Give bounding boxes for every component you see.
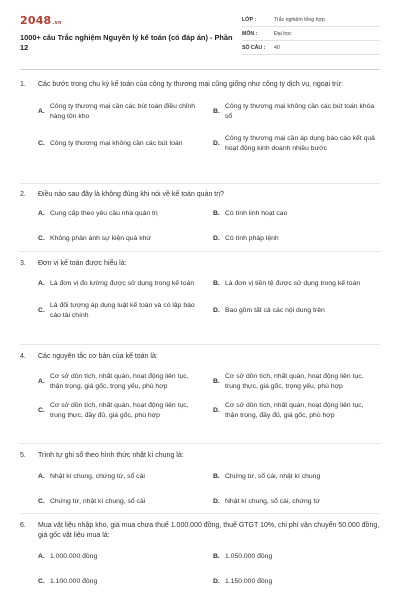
option-b[interactable] [213, 372, 382, 392]
question-text: Điều nào sau đây là không đúng khi nói về kế toán quản trị? [38, 191, 225, 198]
option-text: Là đối tượng áp dụng luật kế toán và có lập báo cáo tài chính [50, 302, 195, 319]
option-letter: D. [213, 498, 220, 505]
option-a[interactable] [38, 209, 207, 219]
options-grid [38, 279, 382, 321]
option-text: Công ty thương mại cần các bút toán điều chỉnh hàng tồn kho [50, 103, 196, 120]
option-text: Bao gồm tất cả các nội dung trên [225, 307, 325, 314]
option-text: Cơ sở dồn tích, nhất quán, hoạt động liên tục, trung thực, đầy đủ, giá gốc, phù hợp [50, 402, 189, 419]
question-number: 4. [20, 353, 26, 360]
question-text: Các nguyên tắc cơ bản của kế toán là: [38, 353, 158, 360]
meta-row-class [242, 13, 380, 27]
option-d[interactable] [213, 301, 382, 321]
option-letter: D. [213, 307, 220, 314]
question-header [20, 521, 382, 541]
question-header [20, 259, 382, 269]
option-text: 1.150.000 đồng [225, 578, 273, 585]
logo-text: 2048 [20, 14, 52, 27]
question-number: 1. [20, 81, 26, 88]
question-number: 3. [20, 260, 26, 267]
question-3 [20, 259, 382, 321]
option-text: Công ty thương mại cần áp dụng báo cáo kết quả hoạt động kinh doanh nhiều bước [225, 135, 375, 152]
question-header [20, 80, 382, 90]
option-letter: A. [38, 553, 45, 560]
meta-value: Đại học [274, 30, 292, 37]
option-b[interactable] [213, 279, 382, 289]
option-letter: D. [213, 578, 220, 585]
option-letter: D. [213, 407, 220, 414]
option-b[interactable] [213, 102, 382, 122]
option-c[interactable] [38, 401, 207, 421]
option-text: Cơ sở dồn tích, nhất quán, hoạt động liên tục, thận trọng, đầy đủ, giá gốc, phù hợp [225, 402, 364, 419]
option-letter: C. [38, 578, 45, 585]
option-text: Không phản ánh sự kiện quá khứ [50, 235, 151, 242]
option-text: Công ty thương mại không cần các bút toán khóa sổ [225, 103, 375, 120]
option-letter: B. [213, 108, 220, 115]
options-grid [38, 372, 382, 421]
question-number: 2. [20, 191, 26, 198]
question-text: Mua vật liệu nhập kho, giá mua chưa thuế 1.000.000 đồng, thuế GTGT 10%, chi phí vận chuyển 50.000 đồng, giá gốc vật liệu mua là: [38, 522, 380, 539]
option-c[interactable] [38, 301, 207, 321]
option-text: 1.050.000 đồng [225, 553, 273, 560]
meta-value: Trắc nghiệm tổng hợp [274, 16, 325, 23]
option-c[interactable] [38, 134, 207, 154]
option-c[interactable] [38, 234, 207, 244]
meta-row-count [242, 41, 380, 55]
logo-suffix: .vn [52, 20, 62, 26]
option-letter: A. [38, 210, 45, 217]
question-number: 6. [20, 522, 26, 529]
option-text: Là đơn vị đo lường được sử dụng trong kế toán [50, 280, 195, 287]
option-letter: D. [213, 140, 220, 147]
question-divider [20, 251, 380, 252]
option-d[interactable] [213, 234, 382, 244]
question-1 [20, 80, 382, 154]
option-letter: C. [38, 407, 45, 414]
option-a[interactable] [38, 472, 207, 482]
question-divider [20, 344, 380, 345]
question-text: Đơn vị kế toán được hiểu là: [38, 260, 127, 267]
option-letter: B. [213, 280, 220, 287]
option-d[interactable] [213, 497, 382, 507]
option-letter: B. [213, 210, 220, 217]
option-d[interactable] [213, 577, 382, 587]
meta-value: 40 [274, 44, 280, 51]
question-2 [20, 190, 382, 244]
options-grid [38, 472, 382, 507]
option-text: Nhật kí chung, sổ cái, chứng từ [225, 498, 320, 505]
question-divider [20, 443, 380, 444]
option-d[interactable] [213, 401, 382, 421]
option-letter: B. [213, 473, 220, 480]
meta-row-subject [242, 27, 380, 41]
meta-key: SỐ CÂU : [242, 44, 266, 51]
option-text: Có tính linh hoạt cao [225, 210, 288, 217]
page-header [20, 0, 380, 70]
question-header [20, 352, 382, 362]
page-title: 1000+ câu Trắc nghiệm Nguyên lý kế toán (có đáp án) - Phần 12 [20, 33, 233, 52]
option-d[interactable] [213, 134, 382, 154]
option-text: Cơ sở dồn tích, nhất quán, hoạt động liên tục, thận trọng, giá gốc, trọng yếu, phù hợp [50, 373, 189, 390]
option-text: Công ty thương mại không cần các bút toán [50, 140, 183, 147]
option-letter: C. [38, 307, 45, 314]
option-letter: C. [38, 498, 45, 505]
option-text: Nhật kí chung, chứng từ, sổ cái [50, 473, 145, 480]
option-b[interactable] [213, 552, 382, 562]
option-text: Có tính pháp lệnh [225, 235, 279, 242]
question-text: Các bước trong chu kỳ kế toán của công ty thương mại cũng giống như công ty dịch vụ, ngoại trừ: [38, 81, 343, 88]
option-letter: C. [38, 140, 45, 147]
question-5 [20, 451, 382, 507]
option-text: 1.000.000 đồng [50, 553, 98, 560]
option-c[interactable] [38, 497, 207, 507]
option-letter: D. [213, 235, 220, 242]
options-grid [38, 102, 382, 154]
question-4 [20, 352, 382, 421]
option-letter: A. [38, 378, 45, 385]
option-text: Là đơn vị tiền tệ được sử dụng trong kế toán [225, 280, 361, 287]
options-grid [38, 552, 382, 587]
option-a[interactable] [38, 552, 207, 562]
option-letter: B. [213, 378, 220, 385]
option-b[interactable] [213, 472, 382, 482]
option-a[interactable] [38, 279, 207, 289]
option-c[interactable] [38, 577, 207, 587]
question-header [20, 190, 382, 200]
question-text: Trình tự ghi sổ theo hình thức nhật kí chung là: [38, 452, 184, 459]
question-divider [20, 183, 380, 184]
option-a[interactable] [38, 372, 207, 392]
question-divider [20, 513, 380, 514]
option-letter: C. [38, 235, 45, 242]
options-grid [38, 209, 382, 244]
question-header [20, 451, 382, 461]
option-text: Chứng từ, sổ cái, nhật kí chung [225, 473, 321, 480]
meta-key: LỚP : [242, 16, 257, 23]
option-text: 1.100.000 đồng [50, 578, 98, 585]
option-text: Chứng từ, nhật kí chung, sổ cái [50, 498, 146, 505]
option-b[interactable] [213, 209, 382, 219]
option-a[interactable] [38, 102, 207, 122]
site-logo[interactable] [20, 14, 62, 27]
option-letter: A. [38, 108, 45, 115]
question-6 [20, 521, 382, 587]
option-text: Cơ sở dồn tích, nhất quán, hoạt động liên tục, trung thực, giá gốc, trọng yếu, phù hợp [225, 373, 364, 390]
meta-key: MÔN : [242, 30, 258, 37]
option-letter: B. [213, 553, 220, 560]
question-number: 5. [20, 452, 26, 459]
option-letter: A. [38, 473, 45, 480]
meta-table [242, 13, 380, 55]
option-letter: A. [38, 280, 45, 287]
option-text: Cung cấp theo yêu cầu nhà quản trị [50, 210, 158, 217]
